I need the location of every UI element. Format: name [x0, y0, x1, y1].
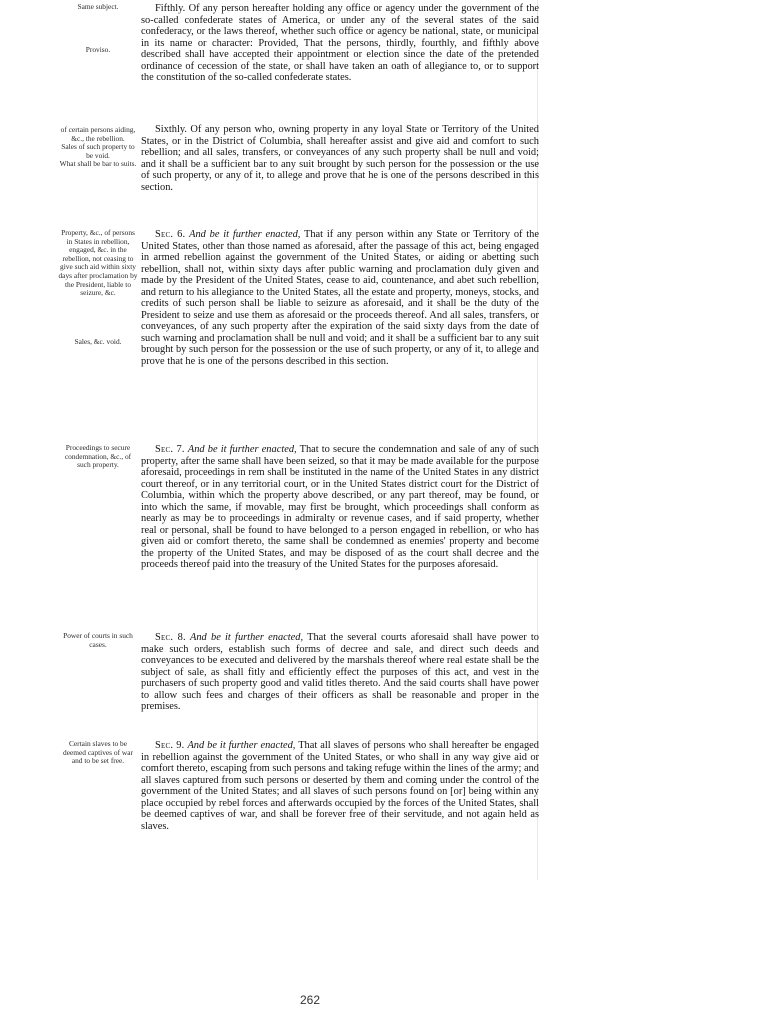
section-text: That the several courts aforesaid shall have power to make such orders, establish such forms of decree and sale, and direct such deeds and conveyances to be executed and delivered by the marshals thereof where real estate shall be the subject of sale, as shall fitly and efficiently effect the purposes of this act, and vest in the purchasers of such property good and valid titles thereto. And the said courts shall have power to allow such fees and charges of their officers as shall be reasonable and proper in the premises. — [141, 632, 539, 712]
paragraph — [141, 632, 539, 713]
margin-note: Proviso. — [85, 44, 111, 54]
paragraph-text — [141, 740, 539, 832]
paragraph — [141, 3, 539, 84]
margin-notes — [58, 632, 138, 649]
paragraph — [141, 229, 539, 367]
margin-note: Power of courts in such cases. — [63, 631, 133, 649]
paragraph-text — [141, 632, 539, 713]
margin-note: of certain persons aiding, &c., the rebellion. — [60, 125, 136, 143]
margin-note: Sales of such property to be void. — [61, 142, 135, 160]
paragraph — [141, 124, 539, 193]
section-text: That if any person within any State or Territory of the United States, other than those named as aforesaid, after the passage of this act, being engaged in armed rebellion against the government of the United States, or aiding or abetting such rebellion, shall not, within sixty days after public warning and proclamation duly given and made by the President of the United States, cease to aid, countenance, and abet such rebellion, and return to his allegiance to the United States, all the estate and property, moneys, stocks, and credits of such person shall be liable to seizure as aforesaid, and it shall be the duty of the President to seize and use them as aforesaid or the proceeds thereof. And all sales, transfers, or conveyances, of any such property after the expiration of the said sixty days from the date of such warning and proclamation shall be null and void; and it shall be a sufficient bar to any suit brought by such person for the possession or the use of such property, or any of it, to allege and prove that he is one of the persons described in this section. — [141, 229, 539, 367]
margin-notes — [58, 3, 138, 54]
section-heading: Sec. 6. — [155, 229, 186, 240]
margin-notes — [58, 444, 138, 470]
section-heading: Sec. 7. — [155, 444, 185, 455]
margin-notes — [58, 740, 138, 766]
paragraph-text: Fifthly. Of any person hereafter holding any office or agency under the government of the so-called confederate states of America, or under any of the several states of the said confederacy, or the laws thereof, whether such office or agency be national, state, or municipal in its name or character: Provided, That the persons, thirdly, fourthly, and fifthly above described shall have accepted their appointment or election since the date of the pretended ordinance of cecession of the state, or shall have taken an oath of allegiance to, or to support the constitution of the so-called confederate states. — [141, 3, 539, 83]
paragraph — [141, 444, 539, 571]
margin-notes — [58, 126, 138, 169]
enacting-clause: And be it further enacted, — [190, 632, 304, 643]
enacting-clause: And be it further enacted, — [187, 740, 296, 751]
margin-notes — [58, 229, 138, 346]
enacting-clause: And be it further enacted, — [189, 229, 301, 240]
enacting-clause: And be it further enacted, — [187, 444, 297, 455]
section-text: That all slaves of persons who shall hereafter be engaged in rebellion against the government of the United States, or who shall in any way give aid or comfort thereto, escaping from such persons and taking refuge within the lines of the army; and all slaves captured from such persons or deserted by them and coming under the control of the government of the United States; and all slaves of such persons found on [or] being within any place occupied by rebel forces and afterwards occupied by the forces of the United States, shall be deemed captives of war, and shall be forever free of their servitude, and not again held as slaves. — [141, 740, 539, 832]
margin-note: Proceedings to secure condemnation, &c., of such property. — [64, 443, 132, 470]
margin-note: What shall be bar to suits. — [59, 159, 137, 169]
paragraph-text: Sixthly. Of any person who, owning property in any loyal State or Territory of the United States, or in the District of Columbia, shall hereafter assist and give aid and comfort to such rebellion; and all sales, transfers, or conveyances of any such property shall be null and void; and it shall be a sufficient bar to any suit brought by such person for the possession or the use of such property, or any of it, to allege and prove that he is one of the persons described in this section. — [141, 124, 539, 193]
paragraph-text — [141, 229, 539, 367]
margin-note: Sales, &c. void. — [74, 336, 122, 346]
margin-note: Certain slaves to be deemed captives of war and to be set free. — [63, 739, 133, 766]
margin-note: Property, &c., of persons in States in rebellion, engaged, &c. in the rebellion, not ceasing to give such aid within sixty days after proclamation by the President, liable to seizure, &c. — [58, 228, 138, 298]
section-heading: Sec. 9. — [155, 740, 185, 751]
paragraph — [141, 740, 539, 832]
section-heading: Sec. 8. — [155, 632, 186, 643]
section-text: That to secure the condemnation and sale of any of such property, after the same shall have been seized, so that it may be made available for the purpose aforesaid, proceedings in rem shall be instituted in the name of the United States in any district court thereof, or in any territorial court, or in the United States district court for the District of Columbia, within which the property above described, or any part thereof, may be found, or into which the same, if movable, may first be brought, which proceedings shall conform as nearly as may be to proceedings in admiralty or revenue cases, and if said property, whether real or personal, shall be found to have belonged to a person engaged in rebellion, or who has given aid or comfort thereto, the same shall be condemned as enemies' property and become the property of the United States, and may be disposed of as the court shall decree and the proceeds thereof paid into the treasury of the United States for the purposes aforesaid. — [141, 444, 539, 570]
page-number: 262 — [299, 993, 321, 1007]
paragraph-text — [141, 444, 539, 571]
margin-note: Same subject. — [77, 2, 119, 11]
